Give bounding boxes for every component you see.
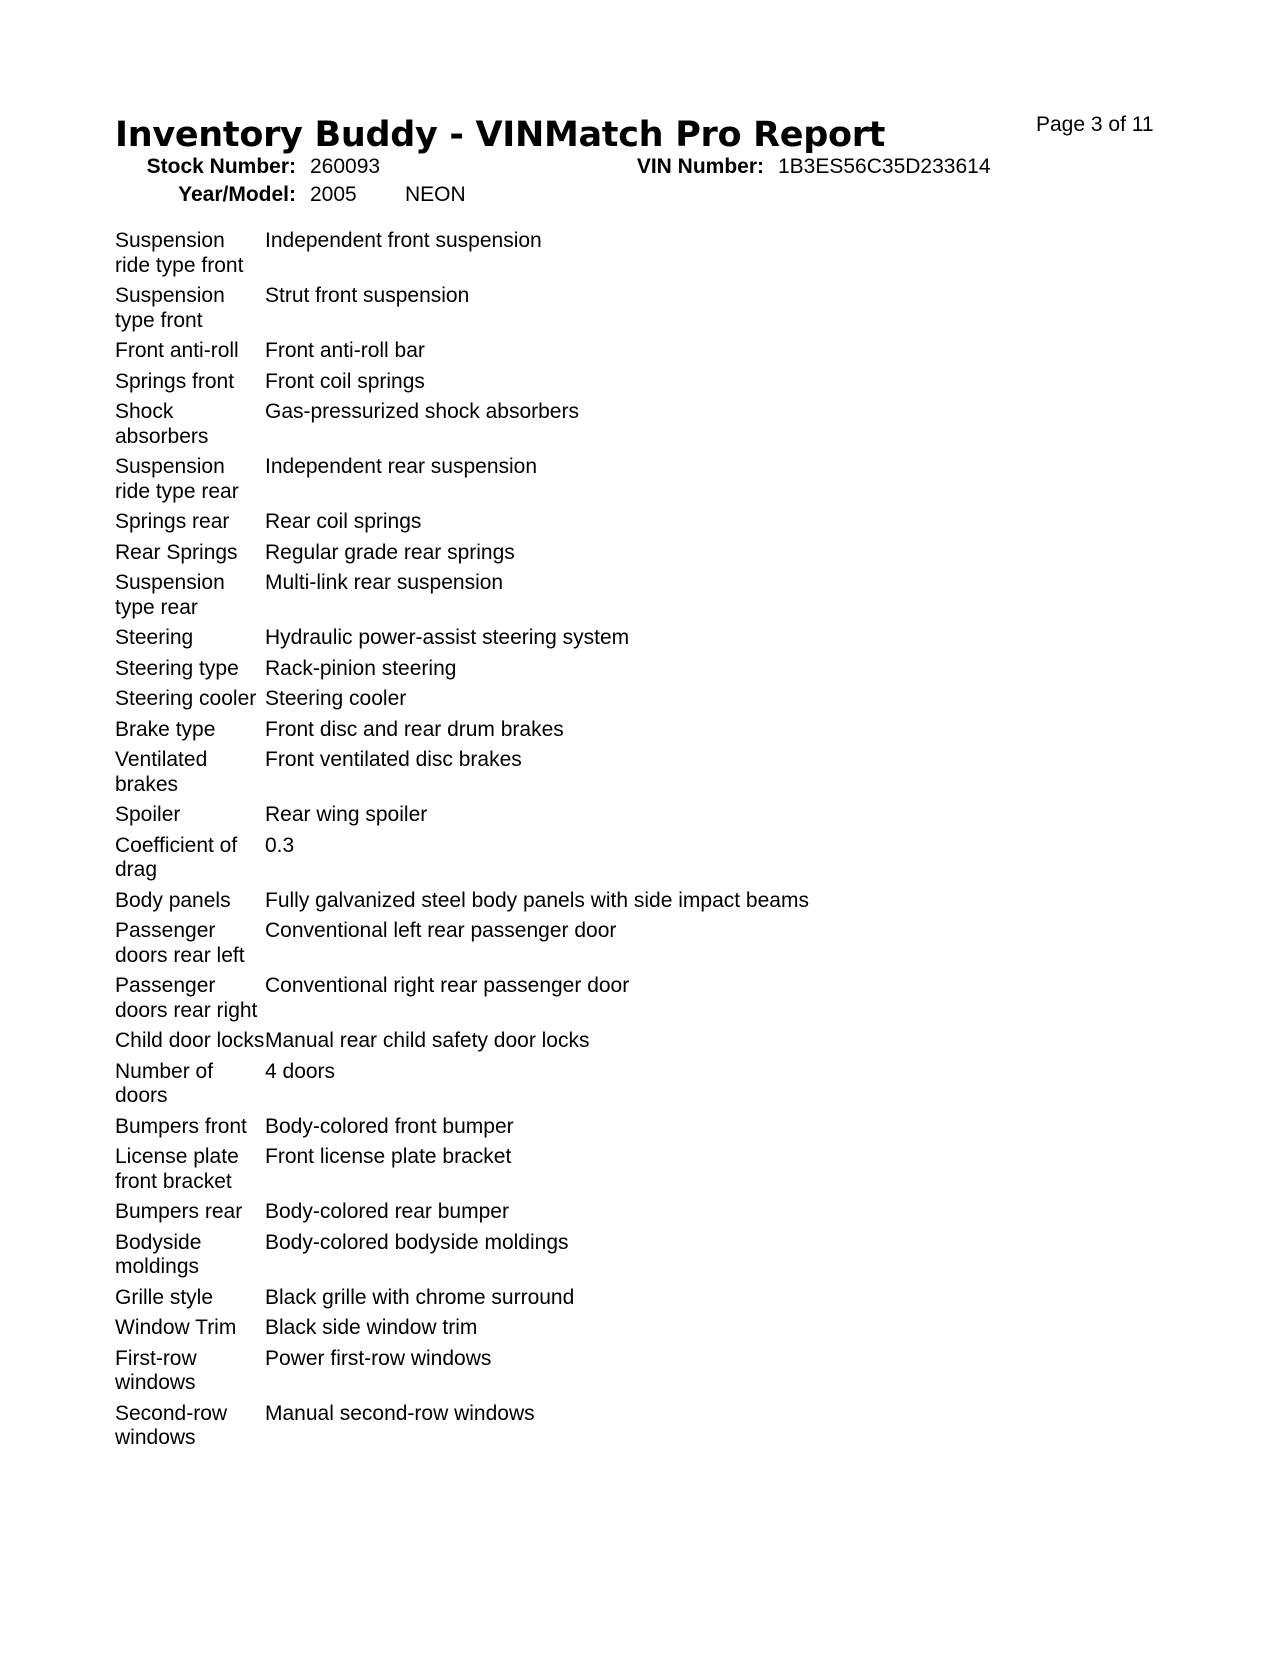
spec-value: Black grille with chrome surround: [265, 1285, 575, 1309]
spec-value: Rear coil springs: [265, 510, 422, 533]
spec-row: [115, 974, 1115, 1023]
spec-row: [115, 229, 1115, 278]
spec-value: Black side window trim: [265, 1316, 478, 1339]
spec-row: [115, 1402, 1115, 1451]
spec-row: [115, 919, 1115, 968]
spec-row: [115, 1231, 1115, 1280]
report-title: Inventory Buddy - VINMatch Pro Report: [115, 115, 886, 155]
vin-number-label: VIN Number:: [636, 155, 764, 178]
spec-value: Regular grade rear springs: [265, 540, 515, 564]
spec-value: Strut front suspension: [265, 284, 470, 307]
spec-row: [115, 748, 1115, 797]
spec-label: Passenger doors rear right: [115, 974, 258, 1022]
spec-label: Grille style: [115, 1285, 214, 1309]
spec-row: [115, 889, 1115, 914]
spec-label: Body panels: [115, 888, 231, 912]
spec-value: Fully galvanized steel body panels with side impact beams: [265, 888, 809, 912]
model-value: NEON: [405, 183, 466, 206]
spec-row: [115, 657, 1115, 682]
spec-value: Front license plate bracket: [265, 1145, 512, 1168]
stock-number-label: Stock Number:: [146, 155, 296, 178]
spec-value: Rear wing spoiler: [265, 803, 428, 826]
spec-row: [115, 1060, 1115, 1109]
spec-value: Body-colored front bumper: [265, 1114, 514, 1138]
vin-number-value: 1B3ES56C35D233614: [778, 155, 991, 178]
spec-value: Hydraulic power-assist steering system: [265, 626, 630, 649]
spec-row: [115, 834, 1115, 883]
spec-label: Passenger doors rear left: [115, 919, 245, 967]
spec-row: [115, 339, 1115, 364]
spec-label: Front anti-roll: [115, 339, 239, 362]
spec-row: [115, 626, 1115, 651]
spec-value: Manual second-row windows: [265, 1401, 535, 1425]
spec-label: Springs rear: [115, 510, 230, 533]
spec-value: Rack-pinion steering: [265, 656, 457, 680]
spec-row: [115, 803, 1115, 828]
spec-label: Bodyside moldings: [115, 1230, 202, 1278]
spec-value: Body-colored bodyside moldings: [265, 1230, 569, 1254]
spec-label: Coefficient of drag: [115, 833, 238, 881]
spec-row: [115, 687, 1115, 712]
spec-value: Conventional left rear passenger door: [265, 919, 617, 942]
spec-value: Conventional right rear passenger door: [265, 974, 630, 997]
spec-label: Steering cooler: [115, 687, 257, 710]
spec-label: Suspension ride type rear: [115, 455, 239, 503]
spec-label: Bumpers rear: [115, 1200, 243, 1223]
spec-row: [115, 510, 1115, 535]
spec-label: Child door locks: [115, 1029, 265, 1052]
spec-value: Front disc and rear drum brakes: [265, 717, 564, 741]
spec-row: [115, 370, 1115, 395]
spec-row: [115, 455, 1115, 504]
spec-row: [115, 1200, 1115, 1225]
spec-label: License plate front bracket: [115, 1145, 239, 1193]
spec-label: Suspension type rear: [115, 571, 225, 619]
spec-label: Suspension ride type front: [115, 229, 244, 277]
year-model-label: Year/Model:: [178, 183, 296, 206]
spec-value: Manual rear child safety door locks: [265, 1029, 590, 1052]
spec-row: [115, 400, 1115, 449]
spec-value: Steering cooler: [265, 687, 407, 710]
spec-value: Front anti-roll bar: [265, 339, 425, 362]
spec-value: Multi-link rear suspension: [265, 571, 504, 594]
spec-label: Bumpers front: [115, 1114, 247, 1138]
spec-row: [115, 1029, 1115, 1054]
spec-value: 4 doors: [265, 1059, 336, 1083]
spec-row: [115, 284, 1115, 333]
spec-value: 0.3: [265, 833, 295, 857]
spec-label: Window Trim: [115, 1316, 237, 1339]
spec-row: [115, 1347, 1115, 1396]
spec-value: Front coil springs: [265, 369, 425, 393]
spec-label: Second-row windows: [115, 1401, 228, 1449]
spec-value: Power first-row windows: [265, 1346, 492, 1370]
spec-label: Springs front: [115, 369, 235, 393]
spec-value: Independent rear suspension: [265, 455, 538, 478]
spec-label: Shock absorbers: [115, 400, 209, 448]
spec-row: [115, 1316, 1115, 1341]
spec-label: Ventilated brakes: [115, 748, 208, 796]
page-indicator: Page 3 of 11: [1036, 113, 1154, 136]
spec-label: Steering type: [115, 656, 239, 680]
spec-row: [115, 1145, 1115, 1194]
spec-row: [115, 541, 1115, 566]
stock-number-value: 260093: [310, 155, 381, 178]
spec-value: Gas-pressurized shock absorbers: [265, 400, 579, 423]
spec-row: [115, 1286, 1115, 1311]
spec-label: Brake type: [115, 717, 216, 741]
spec-row: [115, 571, 1115, 620]
spec-label: First-row windows: [115, 1346, 197, 1394]
spec-row: [115, 718, 1115, 743]
spec-label: Number of doors: [115, 1059, 214, 1107]
spec-value: Independent front suspension: [265, 229, 542, 252]
spec-label: Spoiler: [115, 803, 181, 826]
spec-list: [115, 229, 1115, 1457]
spec-value: Front ventilated disc brakes: [265, 748, 522, 771]
spec-label: Suspension type front: [115, 284, 225, 332]
spec-row: [115, 1115, 1115, 1140]
spec-label: Steering: [115, 626, 194, 649]
year-value: 2005: [310, 183, 357, 206]
spec-value: Body-colored rear bumper: [265, 1200, 509, 1223]
spec-label: Rear Springs: [115, 540, 238, 564]
